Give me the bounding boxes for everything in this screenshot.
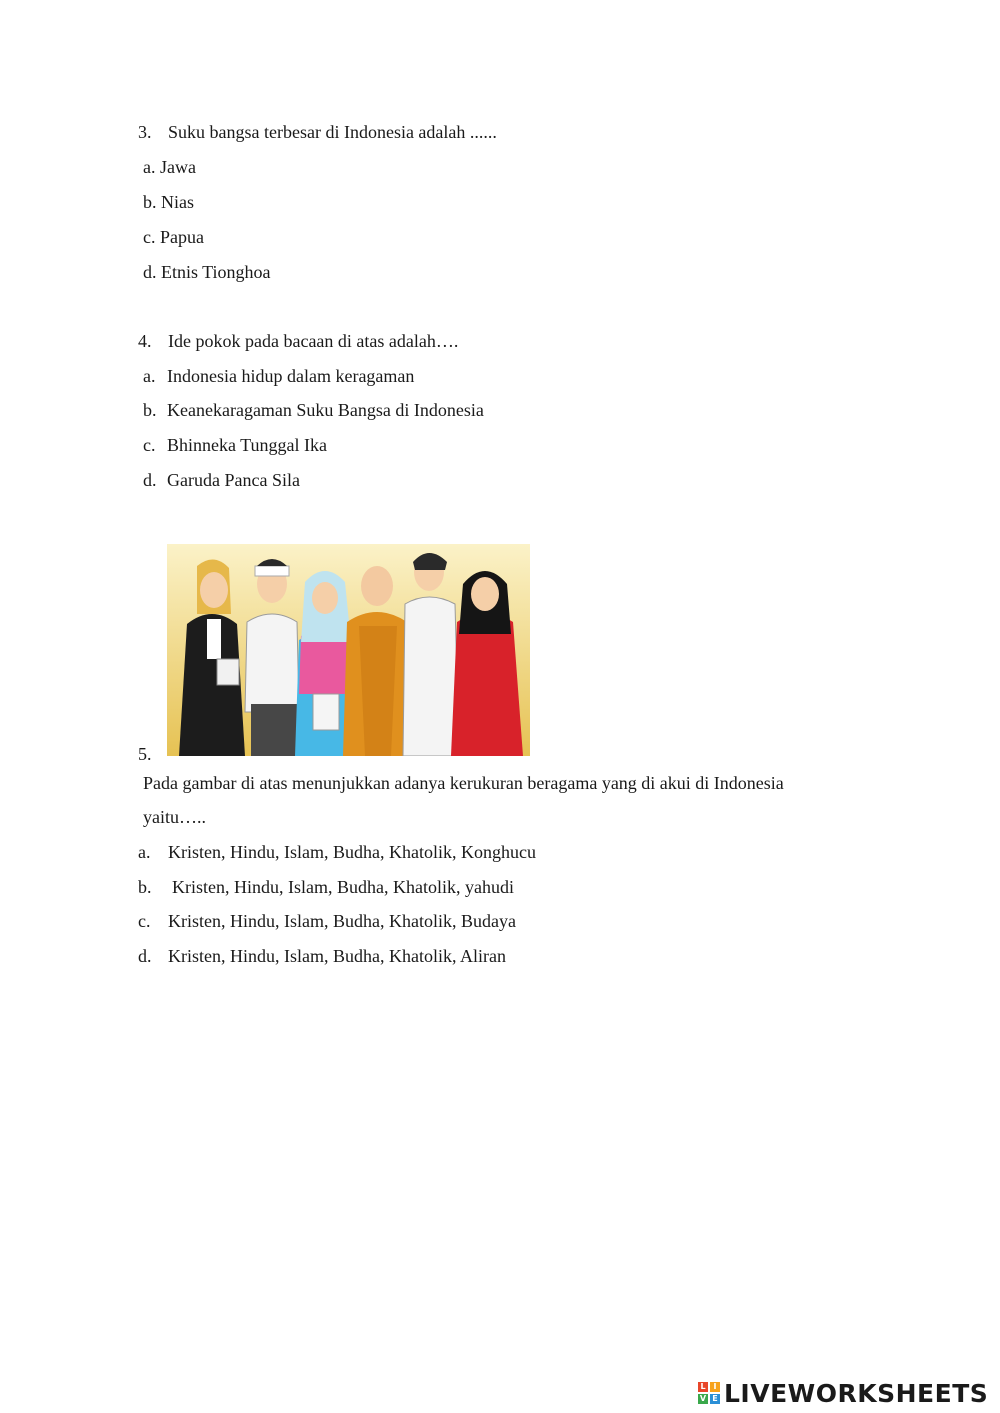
logo-mark-v: V	[699, 1394, 707, 1403]
logo-mark-e: E	[710, 1394, 720, 1404]
liveworksheets-logo	[698, 1378, 988, 1408]
people-of-different-religions-illustration	[167, 544, 530, 756]
option-text: Kristen, Hindu, Islam, Budha, Khatolik, yahudi	[172, 877, 514, 897]
option-letter: d.	[143, 262, 157, 282]
option-3a	[143, 156, 196, 178]
option-text: Papua	[160, 227, 204, 247]
question-number: 3.	[138, 122, 152, 142]
option-letter: b.	[143, 400, 157, 420]
option-5a	[138, 841, 536, 863]
option-letter: d.	[143, 470, 157, 490]
question-number-5: 5.	[138, 744, 152, 764]
question-5-text-line2: yaitu…..	[143, 807, 206, 827]
option-text: Nias	[161, 192, 194, 212]
option-text: Keanekaragaman Suku Bangsa di Indonesia	[167, 400, 484, 420]
option-text: Jawa	[160, 157, 196, 177]
option-5b	[138, 876, 514, 898]
option-4c	[143, 434, 327, 456]
question-text: Suku bangsa terbesar di Indonesia adalah ......	[168, 122, 497, 142]
logo-mark-icon	[698, 1382, 720, 1404]
option-text: Bhinneka Tunggal Ika	[167, 435, 327, 455]
option-text: Kristen, Hindu, Islam, Budha, Khatolik, Aliran	[168, 946, 506, 966]
option-letter: d.	[138, 946, 152, 966]
option-3d	[143, 261, 271, 283]
option-letter: c.	[138, 911, 151, 931]
question-4	[138, 330, 458, 352]
option-letter: a.	[143, 157, 156, 177]
option-3c	[143, 226, 204, 248]
option-4d	[143, 469, 300, 491]
brand-name: LIVEWORKSHEETS	[724, 1378, 989, 1408]
option-text: Etnis Tionghoa	[161, 262, 271, 282]
option-text: Garuda Panca Sila	[167, 470, 300, 490]
option-5d	[138, 945, 506, 967]
question-5-text-line1: Pada gambar di atas menunjukkan adanya kerukuran beragama yang di akui di Indonesia	[143, 773, 784, 793]
question-text: Ide pokok pada bacaan di atas adalah….	[168, 331, 459, 351]
question-3	[138, 121, 497, 143]
option-letter: c.	[143, 435, 156, 455]
option-letter: b.	[143, 192, 157, 212]
question-number: 4.	[138, 331, 152, 351]
option-letter: b.	[138, 877, 152, 897]
logo-mark-l: L	[698, 1382, 708, 1392]
option-text: Indonesia hidup dalam keragaman	[167, 366, 415, 386]
option-letter: a.	[143, 366, 156, 386]
option-4b	[143, 399, 484, 421]
option-text: Kristen, Hindu, Islam, Budha, Khatolik, Konghucu	[168, 842, 536, 862]
option-letter: c.	[143, 227, 156, 247]
logo-mark-i: I	[710, 1382, 720, 1392]
option-text: Kristen, Hindu, Islam, Budha, Khatolik, Budaya	[168, 911, 516, 931]
option-letter: a.	[138, 842, 151, 862]
option-5c	[138, 910, 516, 932]
option-4a	[143, 365, 414, 387]
option-3b	[143, 191, 194, 213]
